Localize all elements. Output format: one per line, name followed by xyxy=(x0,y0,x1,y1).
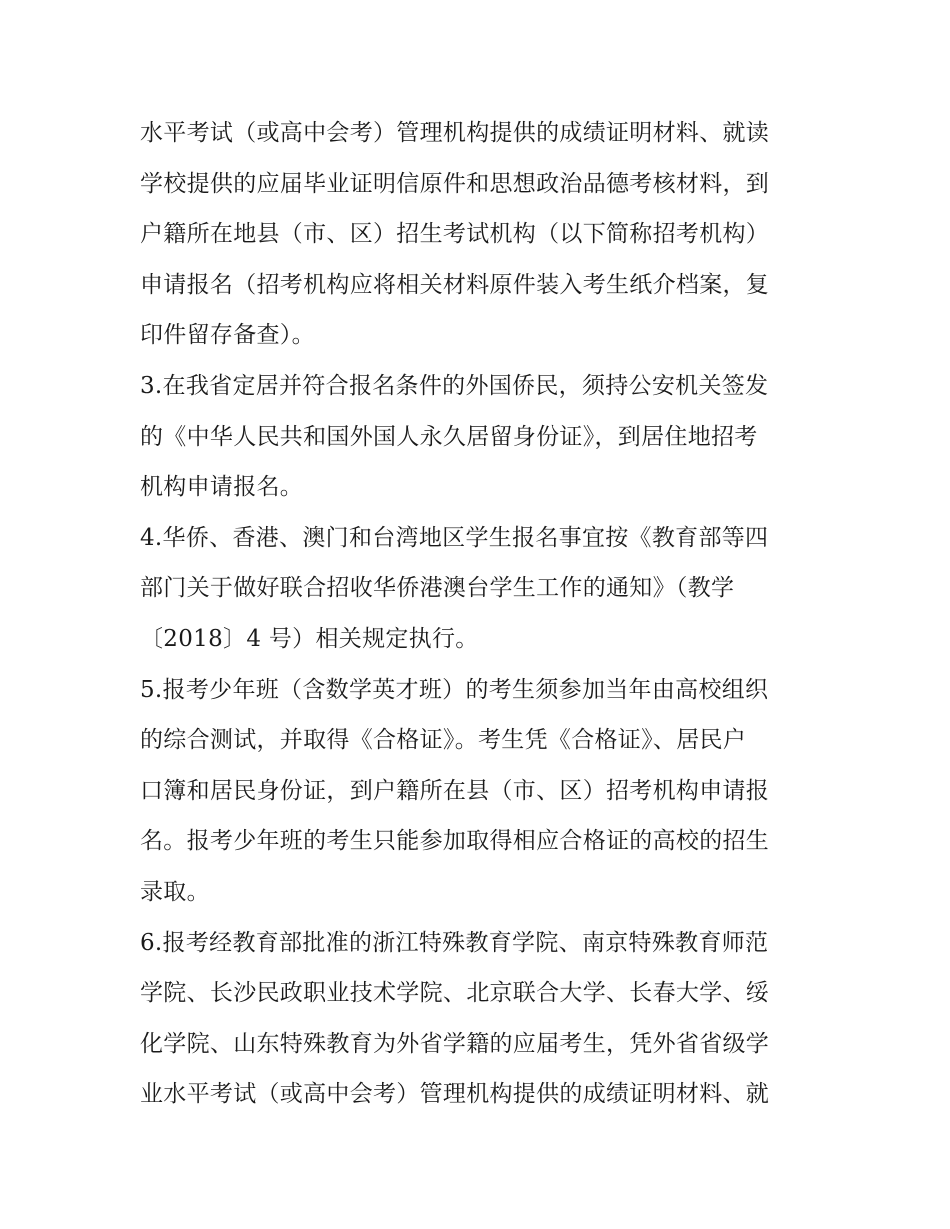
text-line: 6.报考经教育部批准的浙江特殊教育学院、南京特殊教育师范 xyxy=(140,929,769,956)
text-line: 录取。 xyxy=(140,878,210,905)
text-line: 户籍所在地县（市、区）招生考试机构（以下简称招考机构） xyxy=(140,221,770,248)
text-line: 化学院、山东特殊教育为外省学籍的应届考生，凭外省省级学 xyxy=(140,1030,770,1057)
text-line: 3.在我省定居并符合报名条件的外国侨民，须持公安机关签发 xyxy=(140,372,769,399)
text-line: 名。报考少年班的考生只能参加取得相应合格证的高校的招生 xyxy=(140,828,770,855)
text-line: 申请报名（招考机构应将相关材料原件装入考生纸介档案，复 xyxy=(140,271,770,298)
text-line: 的《中华人民共和国外国人永久居留身份证》，到居住地招考 xyxy=(140,423,758,450)
text-line: 学校提供的应届毕业证明信原件和思想政治品德考核材料，到 xyxy=(140,170,770,197)
text-line: 业水平考试（或高中会考）管理机构提供的成绩证明材料、就 xyxy=(140,1081,770,1108)
text-line: 水平考试（或高中会考）管理机构提供的成绩证明材料、就读 xyxy=(140,120,770,146)
text-line: 〔2018〕4 号）相关规定执行。 xyxy=(140,625,479,652)
text-line: 部门关于做好联合招收华侨港澳台学生工作的通知》（教学 xyxy=(140,575,735,602)
text-line: 机构申请报名。 xyxy=(140,474,304,501)
text-line: 4.华侨、香港、澳门和台湾地区学生报名事宜按《教育部等四 xyxy=(140,524,769,551)
text-line: 印件留存备查）。 xyxy=(140,322,315,349)
document-body xyxy=(140,108,820,1120)
text-line: 5.报考少年班（含数学英才班）的考生须参加当年由高校组织 xyxy=(140,676,769,703)
text-line: 的综合测试，并取得《合格证》。考生凭《合格证》、居民户 xyxy=(140,727,747,754)
text-line: 学院、长沙民政职业技术学院、北京联合大学、长春大学、绥 xyxy=(140,980,770,1007)
text-line: 口簿和居民身份证，到户籍所在县（市、区）招考机构申请报 xyxy=(140,777,770,804)
